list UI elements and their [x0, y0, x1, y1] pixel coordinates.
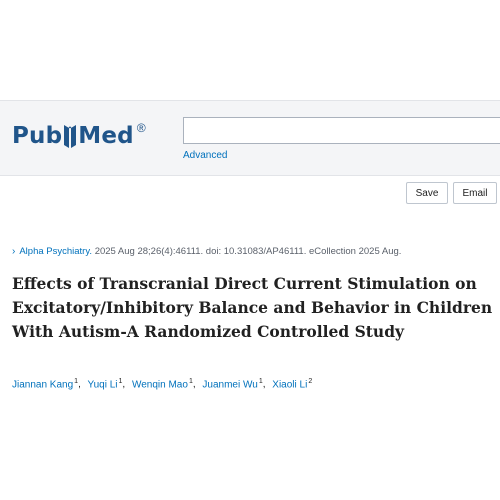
- logo-text-med: Med: [78, 123, 134, 149]
- chevron-right-icon[interactable]: ›: [12, 246, 16, 257]
- pubmed-logo[interactable]: [12, 119, 146, 153]
- email-button[interactable]: Email: [453, 182, 497, 204]
- author-list: [12, 378, 312, 390]
- book-icon: [63, 123, 77, 149]
- journal-link[interactable]: Alpha Psychiatry.: [19, 246, 93, 257]
- affiliation-ref[interactable]: 1: [258, 378, 263, 385]
- author-separator: ,: [262, 379, 266, 391]
- citation-line: [12, 246, 401, 257]
- logo-text-pub: Pub: [12, 123, 63, 149]
- affiliation-ref[interactable]: 1: [118, 378, 123, 385]
- citation-details: 2025 Aug 28;26(4):46111. doi: 10.31083/AP46111. eCollection 2025 Aug.: [94, 246, 402, 257]
- author-link[interactable]: Wenqin Mao: [131, 379, 188, 391]
- affiliation-ref[interactable]: 1: [74, 378, 79, 385]
- author-link[interactable]: Yuqi Li: [87, 379, 118, 391]
- advanced-search-link[interactable]: Advanced: [183, 150, 228, 161]
- search-input[interactable]: [183, 117, 500, 144]
- affiliation-ref[interactable]: 1: [188, 378, 193, 385]
- article-title: Effects of Transcranial Direct Current Stimulation on Excitatory/Inhibitory Balance and Behavior in Children With Autism-A Randomized Controlled Study: [12, 274, 493, 341]
- author-separator: ,: [78, 379, 81, 391]
- registered-mark: ®: [136, 121, 146, 135]
- author-link[interactable]: Juanmei Wu: [202, 379, 258, 391]
- affiliation-ref[interactable]: 2: [308, 378, 313, 385]
- author-link[interactable]: Xiaoli Li: [272, 379, 308, 391]
- author-separator: ,: [192, 379, 196, 391]
- author-link[interactable]: Jiannan Kang: [12, 379, 74, 391]
- save-button[interactable]: Save: [406, 182, 448, 204]
- author-separator: ,: [122, 379, 126, 391]
